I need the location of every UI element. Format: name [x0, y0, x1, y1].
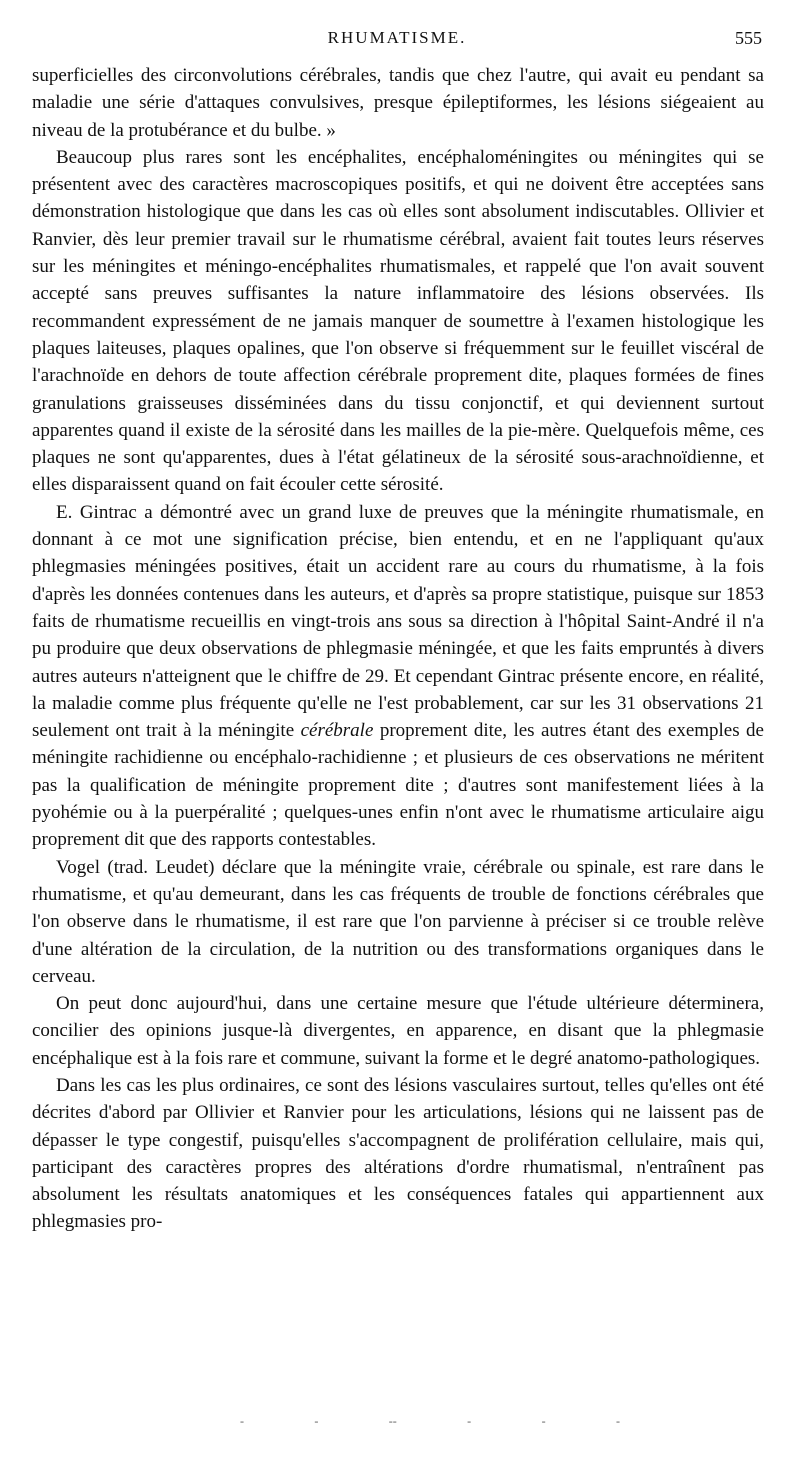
footer-mark: -- [388, 1414, 397, 1428]
paragraph-3-text-end: proprement dite, les autres étant des exemples de méningite rachidienne ou encéphalo-rachidienne ; et plusieurs de ces observations ne méritent pas la qualification de méningite proprement dite ; d'autres sont manifestement liées à la pyohémie ou à la puerpéralité ; quelques-unes enfin n'ont avec le rhumatisme articulaire aigu proprement dit que des rapports contestables. [32, 720, 764, 851]
footer-mark: - [467, 1414, 472, 1428]
running-title: RHUMATISME. [327, 28, 467, 47]
paragraph-2: Beaucoup plus rares sont les encéphalites, encéphaloméningites ou méningites qui se présentent avec des caractères macroscopiques positifs, et qui ne doivent être acceptées sans démonstration histologique que dans les cas où elles sont absolument indiscutables. Ollivier et Ranvier, dès leur premier travail sur le rhumatisme cérébral, avaient fait toutes leurs réserves sur les méningites et méningo-encéphalites rhumatismales, et rappelé que l'on avait souvent accepté sans preuves suffisantes la nature inflammatoire des lésions observées. Ils recommandent expressément de ne jamais manquer de soumettre à l'examen histologique les plaques laiteuses, plaques opalines, que l'on observe si fréquemment sur le feuillet viscéral de l'arachnoïde en dehors de toute affection cérébrale proprement dite, plaques formées de fines granulations graisseuses disséminées dans du tissu conjonctif, et qui deviennent surtout apparentes quand il existe de la sérosité dans les mailles de la pie-mère. Quelquefois même, ces plaques ne sont qu'apparentes, dues à l'état gélatineux de la sérosité sous-arachnoïdienne, et elles disparaissent quand on fait écouler cette sérosité. [32, 146, 764, 496]
footer-mark: - [314, 1414, 319, 1428]
italic-word: cérébrale [300, 720, 374, 742]
page-number: 555 [735, 28, 762, 48]
paragraph-3-text: E. Gintrac a démontré avec un grand luxe de preuves que la méningite rhumatismale, en donnant à ce mot une signification précise, bien entendu, et en ne l'appliquant qu'aux phlegmasies méningées positives, était un accident rare au cours du rhumatisme, à la fois d'après les données contenues dans les auteurs, et d'après sa propre statistique, puisque sur 1853 faits de rhumatisme recueillis en vingt-trois ans sous sa direction à l'hôpital Saint-André il n'a pu produire que deux observations de phlegmasie méningée, et que les faits empruntés à divers autres auteurs n'atteignent que le chiffre de 29. Et cependant Gintrac présente encore, en réalité, la maladie comme plus fréquente qu'elle ne l'est probablement, car sur les 31 observations 21 seulement ont trait à la méningite [32, 501, 764, 742]
paragraph-1: superficielles des circonvolutions cérébrales, tandis que chez l'autre, qui avait eu pendant sa maladie une série d'attaques convulsives, presque épileptiformes, les lésions siégeaient au niveau de la protubérance et du bulbe. » [32, 65, 764, 141]
paragraph-4: Vogel (trad. Leudet) déclare que la méningite vraie, cérébrale ou spinale, est rare dans le rhumatisme, et qu'au demeurant, dans les cas fréquents de trouble de fonctions cérébrales que l'on observe dans le rhumatisme, il est rare que l'on parvienne à préciser si ce trouble relève d'une altération de la circulation, de la nutrition ou des transformations organiques dans le cerveau. [32, 856, 764, 987]
footer-mark: - [240, 1414, 244, 1428]
paragraph-3 [32, 499, 764, 854]
running-head [32, 28, 762, 50]
footer-mark: - [615, 1414, 620, 1428]
footer-mark: - [541, 1414, 546, 1428]
paragraph-5: On peut donc aujourd'hui, dans une certaine mesure que l'étude ultérieure déterminera, concilier des opinions jusque-là divergentes, en apparence, en disant que la phlegmasie encéphalique est à la fois rare et commune, suivant la forme et le degré anatomo-pathologiques. [32, 993, 764, 1069]
paragraph-6: Dans les cas les plus ordinaires, ce sont des lésions vasculaires surtout, telles qu'elles ont été décrites d'abord par Ollivier et Ranvier pour les articulations, lésions qui ne laissent pas de dépasser le type congestif, puisqu'elles s'accompagnent de prolifération cellulaire, mais qui, participant des caractères propres des altérations d'ordre rhumatismal, n'entraînent pas absolument les résultats anatomiques et les conséquences fatales qui appartiennent aux phlegmasies pro- [32, 1074, 764, 1233]
footer-marks [240, 1414, 620, 1429]
body-text [32, 62, 764, 1236]
